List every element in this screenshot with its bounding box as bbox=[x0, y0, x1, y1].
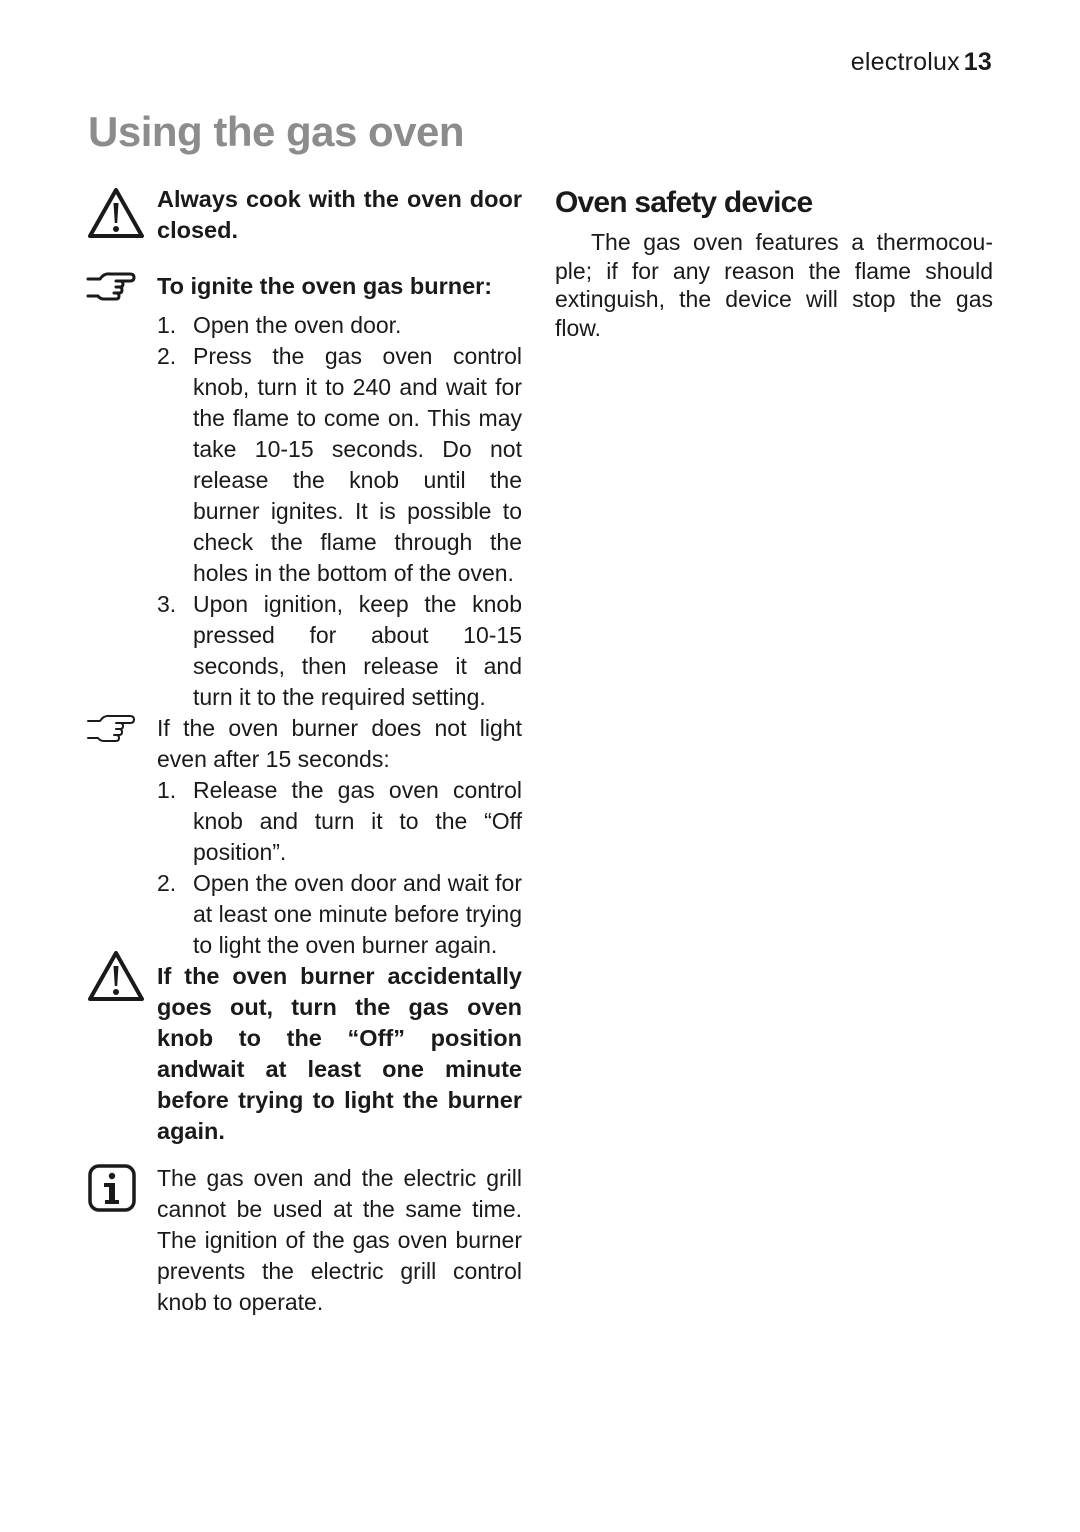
right-column bbox=[555, 184, 993, 342]
safety-paragraph: The gas oven features a thermocou-ple; if for any reason the flame should extinguish, the device will stop the gas flow. bbox=[555, 229, 993, 341]
pointing-hand-icon bbox=[86, 711, 136, 748]
warning-block-burner-out bbox=[86, 961, 522, 1147]
pointing-hand-icon bbox=[86, 269, 136, 306]
ignite-heading: To ignite the oven gas burner: bbox=[157, 273, 493, 299]
info-text: The gas oven and the electric grill cannot be used at the same time. The ignition of the gas oven burner prevents the electric grill control knob to operate. bbox=[157, 1165, 522, 1315]
warning-text-burner-out: If the oven burner accidentally goes out, turn the gas oven knob to the “Off” position andwait at least one minute before trying to light the burner again. bbox=[157, 963, 522, 1144]
page-number: 13 bbox=[963, 48, 992, 76]
warning-block-door bbox=[86, 184, 522, 246]
list-item: 2. Open the oven door and wait for at least one minute before trying to light the oven burner again. bbox=[157, 870, 522, 958]
no-light-block bbox=[86, 713, 522, 961]
warning-triangle-icon bbox=[86, 949, 146, 1008]
info-icon bbox=[88, 1164, 136, 1217]
list-item: 1. Open the oven door. bbox=[157, 312, 402, 338]
no-light-steps-list bbox=[157, 775, 522, 961]
page-title: Using the gas oven bbox=[88, 108, 465, 155]
list-item: 3. Upon ignition, keep the knob pressed for about 10-15 seconds, then release it and turn it to the required setting. bbox=[157, 591, 522, 710]
brand-name: electrolux bbox=[850, 48, 960, 76]
section-title: Oven safety device bbox=[555, 186, 813, 219]
warning-triangle-icon bbox=[86, 186, 146, 245]
list-item: 1. Release the gas oven control knob and turn it to the “Off position”. bbox=[157, 777, 522, 865]
no-light-intro: If the oven burner does not light even after 15 seconds: bbox=[157, 715, 522, 772]
ignite-steps-list bbox=[157, 310, 522, 713]
ignite-heading-block bbox=[86, 271, 522, 713]
info-block bbox=[86, 1163, 522, 1318]
list-item: 2. Press the gas oven control knob, turn it to 240 and wait for the flame to come on. This may take 10-15 seconds. Do not release the knob until the burner ignites. It is possible to check the flame through the holes in the bottom of the oven. bbox=[157, 343, 522, 586]
left-column bbox=[86, 184, 522, 1318]
page-header bbox=[851, 48, 992, 77]
warning-text-door: Always cook with the oven door closed. bbox=[157, 186, 522, 243]
